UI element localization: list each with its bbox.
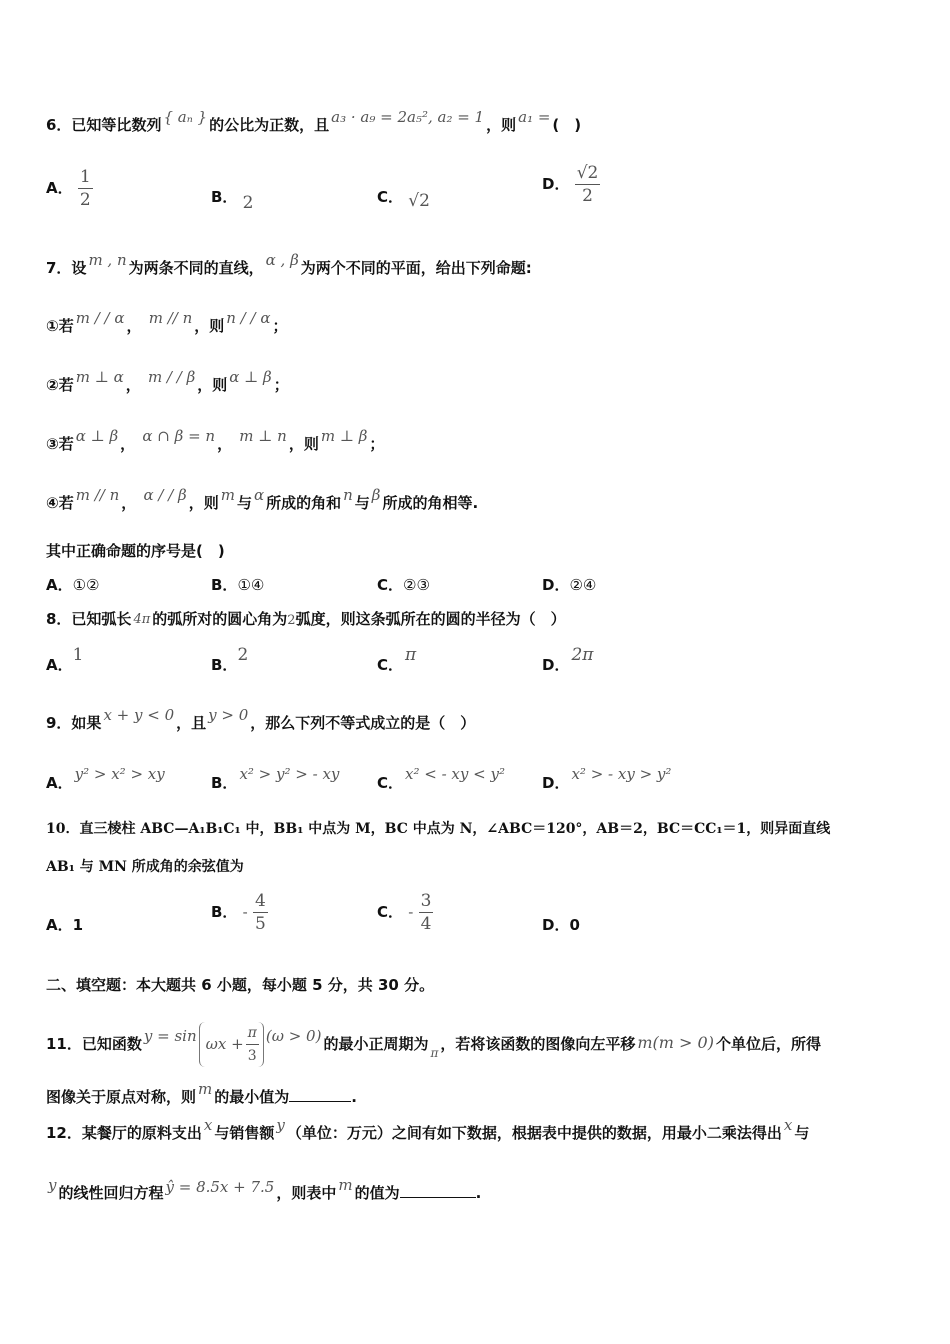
q12-line2c: 的值为 xyxy=(354,1184,400,1202)
q7-prop-2-then: ，则 xyxy=(197,376,228,394)
q12-end: . xyxy=(475,1184,482,1202)
q8-option-d-value: 2π xyxy=(571,645,594,665)
q10-line-1: 10．直三棱柱 ABC—A₁B₁C₁ 中，BB₁ 中点为 M，BC 中点为 N，∠ABC＝120°，AB＝2，BC＝CC₁＝1，则异面直线 xyxy=(46,821,831,837)
q7-option-d[interactable] xyxy=(542,574,596,596)
q6-option-b[interactable] xyxy=(211,186,254,213)
q11-cond: (ω > 0) xyxy=(265,1027,322,1045)
q7-prop-1: ①若 m / / α ， m // n ，则 n / / α ； xyxy=(46,309,288,335)
q11-frac-den: 3 xyxy=(247,1048,257,1064)
q9-option-c[interactable] xyxy=(377,765,507,794)
q10-option-b-frac xyxy=(253,890,268,935)
q7-prop-4-beta: β xyxy=(371,486,381,504)
q6-a-den: 2 xyxy=(79,190,91,210)
q10-option-b-label: B． xyxy=(211,903,238,921)
q11-p2: 的最小正周期为 xyxy=(323,1035,429,1053)
q6-stem xyxy=(46,108,582,136)
q12-p3: （单位：万元）之间有如下数据，根据表中提供的数据，用最小二乘法得出 xyxy=(286,1124,782,1142)
q6-option-b-value: 2 xyxy=(242,193,254,213)
q9-option-d-value: x² > - xy > y² xyxy=(571,765,672,783)
q6-d-num: √2 xyxy=(576,163,599,183)
q8-option-b[interactable] xyxy=(211,645,249,676)
q7-option-c[interactable] xyxy=(377,574,430,596)
q9-option-c-value: x² < - xy < y² xyxy=(405,765,505,783)
q7-prop-1-b: m // n xyxy=(148,309,193,327)
q8-option-d-label: D． xyxy=(542,656,570,674)
q11-frac-num: π xyxy=(246,1022,259,1045)
q7-prop-4-mid: 所成的角和 xyxy=(266,494,342,512)
q9-option-b-label: B． xyxy=(211,774,238,792)
q10-option-d[interactable] xyxy=(542,914,580,936)
q12-line2a: 的线性回归方程 xyxy=(58,1184,164,1202)
q10-option-c-frac xyxy=(419,890,434,935)
q11-line2b: 的最小值为 xyxy=(214,1088,290,1106)
q12-p2: 与销售额 xyxy=(214,1124,275,1142)
section-2-heading: 二、填空题：本大题共 6 小题，每小题 5 分，共 30 分。 xyxy=(46,976,435,994)
q9-p1: 9．如果 xyxy=(46,714,102,732)
q7-p1: 7．设 xyxy=(46,259,87,277)
q12-x: x xyxy=(203,1116,213,1134)
q6-bracket: ( ) xyxy=(552,116,582,134)
q9-option-a[interactable] xyxy=(46,765,167,794)
q6-option-c-label: C． xyxy=(377,188,404,206)
q6-option-a-frac xyxy=(78,166,93,211)
q10-option-a-value: 1 xyxy=(72,916,84,934)
q11-end: . xyxy=(351,1088,357,1106)
q7-prop-2-c: α ⊥ β xyxy=(229,368,272,386)
q8-option-b-label: B． xyxy=(211,656,238,674)
q7-prop-3-end: ； xyxy=(369,435,385,453)
q10-option-b[interactable] xyxy=(211,890,268,935)
q7-prop-4-alpha: α xyxy=(253,486,265,504)
q7-prop-4-idx: ④若 xyxy=(46,494,74,512)
q12-y: y xyxy=(276,1116,285,1134)
q7-prop-4-with2: 与 xyxy=(354,494,370,512)
q6-ask: a₁ = xyxy=(518,108,551,126)
q11-func-b: ωx + xyxy=(205,1035,244,1053)
q9-option-b-value: x² > y² > - xy xyxy=(239,765,340,783)
q7-prop-1-a: m / / α xyxy=(75,309,125,327)
q11-stem xyxy=(46,1022,821,1067)
q8-p2: 的弧所对的圆心角为 xyxy=(152,610,288,628)
q6-d-den: 2 xyxy=(582,186,593,206)
q7-prop-1-end: ； xyxy=(272,317,288,335)
q6-option-b-label: B． xyxy=(211,188,238,206)
q6-option-d[interactable] xyxy=(542,162,600,207)
q6-cond: a₃ · a₉ = 2a₅², a₂ = 1 xyxy=(331,108,485,126)
q6-end: ，则 xyxy=(486,116,517,134)
q12-regression-eq: ŷ = 8.5x + 7.5 xyxy=(165,1178,275,1196)
q12-line2b: ，则表中 xyxy=(276,1184,337,1202)
q7-prop-1-c: n / / α xyxy=(226,309,271,327)
q9-option-a-value: y² > x² > xy xyxy=(74,765,165,783)
q11-func-a: y = sin xyxy=(143,1027,197,1045)
q7-prop-2-a: m ⊥ α xyxy=(75,368,124,386)
q11-line2a: 图像关于原点对称，则 xyxy=(46,1088,197,1106)
q11-shift: m(m > 0) xyxy=(637,1033,714,1052)
q9-cond-2: y > 0 xyxy=(208,706,249,724)
q11-answer-blank[interactable] xyxy=(289,1089,351,1102)
q11-p4: 个单位后，所得 xyxy=(715,1035,821,1053)
q7-prop-3-b2: m ⊥ n xyxy=(239,427,287,445)
q8-option-a[interactable] xyxy=(46,645,84,676)
q9-option-d[interactable] xyxy=(542,765,673,794)
q7-prop-3-c: m ⊥ β xyxy=(320,427,368,445)
q7-p3: 为两个不同的平面，给出下列命题: xyxy=(300,259,532,277)
q6-prefix: 6．已知等比数列 xyxy=(46,116,162,134)
q9-stem xyxy=(46,706,476,734)
q12-line-2 xyxy=(46,1176,482,1204)
q9-p3: ，那么下列不等式成立的是（ ） xyxy=(250,714,476,732)
q7-prop-3-then: ，则 xyxy=(288,435,319,453)
q10-option-d-label: D． xyxy=(542,916,570,934)
q8-option-a-value: 1 xyxy=(72,645,84,665)
q8-option-a-label: A． xyxy=(46,656,73,674)
q10-option-a[interactable] xyxy=(46,914,83,936)
q7-prop-4-b: α / / β xyxy=(143,486,187,504)
q7-option-b-value: ①④ xyxy=(237,576,265,594)
q11-frac xyxy=(246,1022,259,1067)
q10-b-num: 4 xyxy=(254,891,266,911)
q12-answer-blank[interactable] xyxy=(400,1185,476,1198)
q7-prop-4: ④若 m // n ， α / / β ，则 m 与 α 所成的角和 n 与 β 所成的角相等. xyxy=(46,486,479,512)
q7-prop-3-a: α ⊥ β xyxy=(75,427,119,445)
q8-p3: 弧度，则这条弧所在的圆的半径为（ ） xyxy=(295,610,566,628)
q8-stem xyxy=(46,608,566,632)
q6-option-a[interactable] xyxy=(46,166,93,211)
q6-option-c[interactable] xyxy=(377,186,430,211)
q7-prop-1-idx: ①若 xyxy=(46,317,74,335)
q9-option-b[interactable] xyxy=(211,765,341,794)
q10-c-num: 3 xyxy=(420,891,432,911)
q12-p4: 与 xyxy=(794,1124,810,1142)
q7-option-b[interactable] xyxy=(211,574,264,596)
q8-p1: 8．已知弧长 xyxy=(46,610,132,628)
q11-paren xyxy=(199,1022,264,1067)
q7-stem xyxy=(46,251,532,279)
q11-m: m xyxy=(198,1080,213,1098)
q11-p3: ，若将该函数的图像向左平移 xyxy=(440,1035,636,1053)
q8-angle: 2 xyxy=(287,613,296,628)
q12-stem xyxy=(46,1116,810,1144)
q7-option-c-label: C． xyxy=(377,576,404,594)
q6-option-c-value: √2 xyxy=(408,191,430,211)
q12-y2: y xyxy=(48,1176,57,1194)
q7-prop-4-end: 所成的角相等. xyxy=(382,494,479,512)
q9-option-c-label: C． xyxy=(377,774,404,792)
q11-p1: 11．已知函数 xyxy=(46,1035,142,1053)
q10-option-c-label: C． xyxy=(377,903,404,921)
q6-mid: 的公比为正数，且 xyxy=(209,116,330,134)
q8-option-c-label: C． xyxy=(377,656,404,674)
q7-prop-3-idx: ③若 xyxy=(46,435,74,453)
q11-line-2 xyxy=(46,1080,357,1108)
q12-m: m xyxy=(338,1176,353,1194)
q9-option-d-label: D． xyxy=(542,774,570,792)
q10-option-c[interactable] xyxy=(377,890,433,935)
q7-prop-2-end: ； xyxy=(273,376,289,394)
q7-ask: 其中正确命题的序号是( ) xyxy=(46,542,225,560)
q7-option-d-label: D． xyxy=(542,576,570,594)
q7-prop-4-with: 与 xyxy=(236,494,252,512)
q6-option-d-label: D． xyxy=(542,175,570,193)
q6-option-a-label: A． xyxy=(46,179,73,197)
q7-prop-2-b: m / / β xyxy=(147,368,196,386)
q9-cond-1: x + y < 0 xyxy=(103,706,175,724)
q12-p1: 12．某餐厅的原料支出 xyxy=(46,1124,202,1142)
q9-p2: ，且 xyxy=(176,714,207,732)
q7-option-a[interactable] xyxy=(46,574,100,596)
q7-prop-2: ②若 m ⊥ α ， m / / β ，则 α ⊥ β ； xyxy=(46,368,289,394)
q7-p2: 为两条不同的直线， xyxy=(128,259,264,277)
q7-option-a-value: ①② xyxy=(72,576,100,594)
q6-seq: { aₙ } xyxy=(163,108,208,126)
q7-prop-1-then: ，则 xyxy=(194,317,225,335)
q6-option-d-frac xyxy=(575,162,601,207)
q11-period: π xyxy=(430,1046,439,1060)
q7-option-c-value: ②③ xyxy=(403,576,430,594)
q10-line-2: AB₁ 与 MN 所成角的余弦值为 xyxy=(46,859,244,875)
q8-option-c-value: π xyxy=(405,645,417,665)
q10-option-d-value: 0 xyxy=(569,916,580,934)
q7-prop-3-b: α ∩ β = n xyxy=(142,427,216,445)
q7-option-d-value: ②④ xyxy=(569,576,597,594)
q8-option-c[interactable] xyxy=(377,645,418,676)
q9-option-a-label: A． xyxy=(46,774,73,792)
q7-prop-2-idx: ②若 xyxy=(46,376,74,394)
q7-prop-4-a: m // n xyxy=(75,486,120,504)
q8-arc: 4π xyxy=(133,612,151,627)
q6-a-num: 1 xyxy=(79,167,91,187)
q10-b-den: 5 xyxy=(254,914,266,934)
q10-c-den: 4 xyxy=(420,914,432,934)
q7-mn: m , n xyxy=(88,251,127,269)
q7-prop-3: ③若 α ⊥ β ， α ∩ β = n ， m ⊥ n ，则 m ⊥ β ； xyxy=(46,427,385,453)
q7-prop-4-n: n xyxy=(343,486,353,504)
q7-prop-4-then: ，则 xyxy=(188,494,219,512)
q10-option-a-label: A． xyxy=(46,916,73,934)
q7-prop-4-m: m xyxy=(220,486,235,504)
q10-option-c-sign: - xyxy=(408,903,414,921)
q10-option-b-sign: - xyxy=(242,903,248,921)
q8-option-b-value: 2 xyxy=(237,645,249,665)
q7-ab: α , β xyxy=(265,251,299,269)
q12-x2: x xyxy=(783,1116,793,1134)
q7-option-b-label: B． xyxy=(211,576,238,594)
q7-option-a-label: A． xyxy=(46,576,73,594)
q8-option-d[interactable] xyxy=(542,645,595,676)
